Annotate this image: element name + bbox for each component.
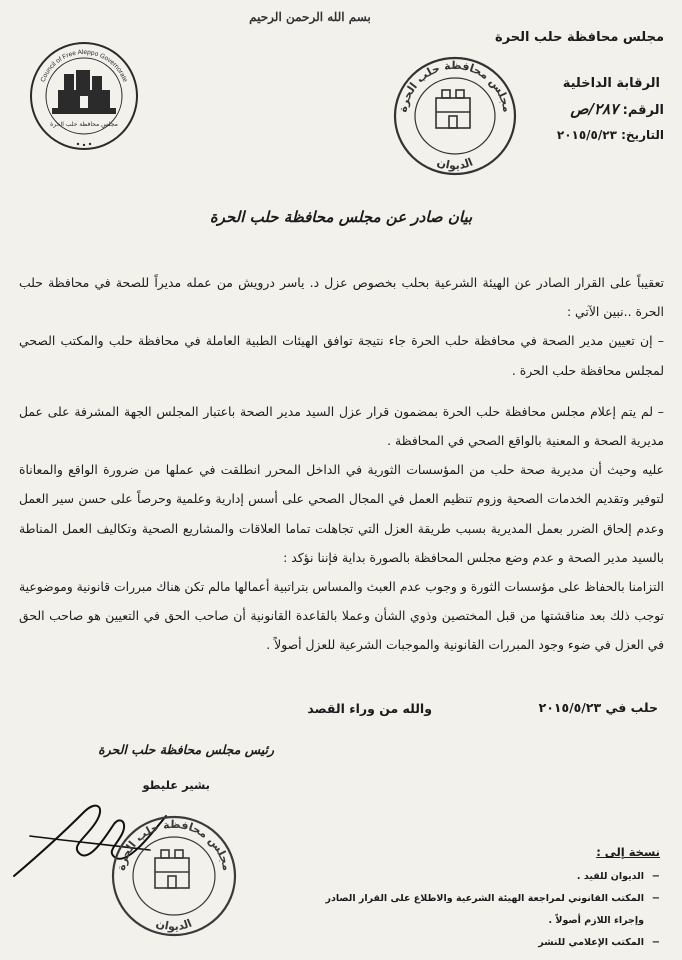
reference-value: ٢٨٧/ص	[570, 100, 619, 118]
date-label: التاريخ:	[621, 128, 664, 142]
stamp-ring-top-text: مجلس محافظة حلب الحرة	[396, 58, 514, 114]
official-stamp-top	[390, 52, 520, 178]
stamp-ring-bottom-text: الديوان	[154, 916, 194, 934]
organization-name: مجلس محافظة حلب الحرة	[495, 30, 664, 45]
logo-ring-text: Council of Free Aleppo Governorate	[39, 48, 129, 84]
svg-text:الديوان	[435, 156, 475, 173]
citadel-icon	[52, 70, 116, 114]
closing-phrase: والله من وراء القصد	[307, 701, 432, 716]
stamp-ring-top-text: مجلس محافظة حلب الحرة	[114, 817, 234, 872]
list-item: − الديوان للقيد .	[300, 866, 660, 888]
document-date	[557, 128, 664, 142]
stamp-ring-bottom-text: الديوان	[435, 155, 475, 173]
svg-text:الديوان	[154, 917, 194, 934]
logo-caption: مجلس محافظة حلب الحرة	[50, 121, 118, 128]
svg-text:مجلس محافظة حلب الحرة	[396, 59, 513, 113]
paragraph-intro: تعقيباً على القرار الصادر عن الهيئة الشرعية بحلب بخصوص عزل د. ياسر درويش من عمله مديراً للصحة في محافظة حلب الحرة ..نبين الآتي :	[19, 275, 664, 320]
signatory-title: رئيس مجلس محافظة حلب الحرة	[98, 742, 274, 757]
department-name: الرقابة الداخلية	[562, 76, 660, 91]
paragraph-affirmation: التزامنا بالحفاظ على مؤسسات الثورة و وجوب عدم العبث والمساس بتراتبية أعمالها مالم تكن هناك مبررات قانونية وموضوعية توجب ذلك بعد مناقشتها من قبل المختصين وذوي الشأن وعملا بالقاعدة القانونية أن صاحب الحق في التعيين هو صاحب الحق في العزل في ضوء وجود المبررات القانونية والموجبات الشرعية للعزل أصولاً .	[19, 579, 664, 653]
place-date: حلب في ٢٠١٥/٥/٢٣	[538, 700, 658, 715]
list-item: − المكتب القانوني لمراجعة الهيئة الشرعية والاطلاع على القرار الصادر وإجراء اللازم أصولاً .	[300, 888, 660, 932]
bullet-icon: −	[651, 893, 660, 904]
date-value: ٢٠١٥/٥/٢٣	[556, 128, 617, 142]
statement-body	[19, 268, 664, 660]
official-stamp-bottom	[108, 812, 240, 938]
council-logo-seal	[28, 40, 140, 152]
copies-list	[300, 866, 660, 954]
bullet-icon: −	[651, 871, 660, 882]
reference-label: الرقم:	[622, 103, 664, 118]
svg-text:مجلس محافظة حلب الحرة	[115, 818, 234, 872]
list-item: − المكتب الإعلامي للنشر	[300, 932, 660, 954]
paragraph-reasoning: عليه وحيث أن مديرية صحة حلب من المؤسسات الثورية في الداخل المحرر انطلقت في عملها من ضرورة الواقع والمعاناة لتوفير وتقديم الخدمات الصحية وزوم تنظيم العمل في المجال الصحي على أسس إدارية وعلمية وحرصاً على حسن سير العمل وعدم إلحاق الضرر بعمل المديرية بسبب طريقة العزل التي تجاهلت تماما العلاقات والمشاريع الصحية وتكاليف العمل المناطة بالسيد مدير الصحة و عدم وضع مجلس المحافظة بالصورة بداية فإننا نؤكد :	[19, 462, 664, 565]
basmala: بسم الله الرحمن الرحيم	[249, 10, 371, 24]
bullet-icon: −	[651, 937, 660, 948]
reference-number	[570, 100, 664, 118]
citadel-icon	[436, 90, 470, 128]
paragraph-point-2: – لم يتم إعلام مجلس محافظة حلب الحرة بمضمون قرار عزل السيد مدير الصحة باعتبار المجلس الجهة المشرفة على عمل مديرية الصحة و المعنية بالواقع الصحي في المحافظة .	[19, 403, 664, 449]
statement-title: بيان صادر عن مجلس محافظة حلب الحرة	[209, 208, 473, 226]
citadel-icon	[155, 850, 189, 888]
copies-label: نسخة إلى :	[596, 845, 660, 859]
signatory-name: بشير عليطو	[142, 778, 210, 792]
paragraph-point-1: – إن تعيين مدير الصحة في محافظة حلب الحرة جاء نتيجة توافق الهيئات الطبية العاملة في محافظة حلب والمكتب الصحي لمجلس محافظة حلب الحرة .	[19, 333, 664, 378]
